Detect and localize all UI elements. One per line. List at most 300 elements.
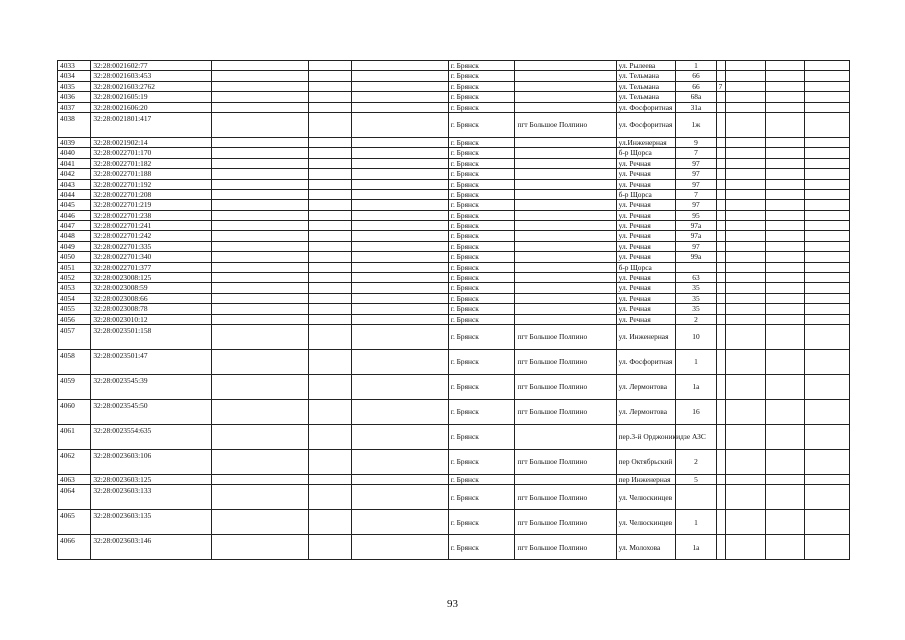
extra-cell	[716, 189, 725, 199]
settlement-cell: пгт Большое Полпино	[515, 510, 616, 535]
empty-cell	[308, 231, 352, 241]
empty-cell	[765, 535, 804, 560]
empty-cell	[308, 374, 352, 399]
city-cell: г. Брянск	[448, 324, 515, 349]
house-number-cell	[676, 262, 716, 272]
empty-cell	[805, 449, 850, 474]
street-cell: ул. Речная	[616, 200, 676, 210]
settlement-cell	[515, 241, 616, 251]
empty-cell	[212, 535, 309, 560]
cadastral-number: 32:28:0022701:242	[91, 231, 212, 241]
empty-cell	[725, 262, 765, 272]
row-number: 4059	[58, 374, 91, 399]
empty-cell	[725, 158, 765, 168]
empty-cell	[725, 510, 765, 535]
row-number: 4064	[58, 485, 91, 510]
empty-cell	[352, 349, 449, 374]
extra-cell	[716, 241, 725, 251]
empty-cell	[352, 221, 449, 231]
empty-cell	[308, 200, 352, 210]
empty-cell	[725, 485, 765, 510]
city-cell: г. Брянск	[448, 210, 515, 220]
empty-cell	[765, 158, 804, 168]
city-cell: г. Брянск	[448, 189, 515, 199]
empty-cell	[352, 169, 449, 179]
empty-cell	[725, 374, 765, 399]
empty-cell	[765, 81, 804, 91]
row-number: 4048	[58, 231, 91, 241]
extra-cell	[716, 92, 725, 102]
house-number-cell: 1а	[676, 374, 716, 399]
table-row	[58, 221, 850, 231]
empty-cell	[352, 399, 449, 424]
city-cell: г. Брянск	[448, 293, 515, 303]
empty-cell	[765, 210, 804, 220]
row-number: 4051	[58, 262, 91, 272]
extra-cell	[716, 374, 725, 399]
empty-cell	[765, 200, 804, 210]
cadastral-number: 32:28:0022701:208	[91, 189, 212, 199]
empty-cell	[725, 474, 765, 484]
cadastral-number: 32:28:0023008:78	[91, 304, 212, 314]
empty-cell	[725, 283, 765, 293]
extra-cell	[716, 262, 725, 272]
house-number-cell: 66	[676, 71, 716, 81]
empty-cell	[352, 189, 449, 199]
empty-cell	[765, 449, 804, 474]
empty-cell	[352, 485, 449, 510]
cadastral-number: 32:28:0023008:59	[91, 283, 212, 293]
street-cell: ул. Речная	[616, 169, 676, 179]
empty-cell	[212, 221, 309, 231]
street-cell: ул. Тельмана	[616, 92, 676, 102]
empty-cell	[765, 112, 804, 137]
city-cell: г. Брянск	[448, 474, 515, 484]
empty-cell	[765, 262, 804, 272]
extra-cell	[716, 252, 725, 262]
settlement-cell: пгт Большое Полпино	[515, 324, 616, 349]
row-number: 4046	[58, 210, 91, 220]
empty-cell	[308, 293, 352, 303]
city-cell: г. Брянск	[448, 449, 515, 474]
house-number-cell: 35	[676, 304, 716, 314]
row-number: 4050	[58, 252, 91, 262]
city-cell: г. Брянск	[448, 252, 515, 262]
street-cell: ул. Челюскинцев	[616, 485, 676, 510]
street-cell: б-р Щорса	[616, 148, 676, 158]
empty-cell	[725, 535, 765, 560]
cadastral-number: 32:28:0021801:417	[91, 112, 212, 137]
settlement-cell	[515, 179, 616, 189]
empty-cell	[725, 449, 765, 474]
table-row	[58, 283, 850, 293]
empty-cell	[805, 399, 850, 424]
cadastral-number: 32:28:0021605:19	[91, 92, 212, 102]
house-number-cell: 1	[676, 61, 716, 71]
empty-cell	[805, 137, 850, 147]
empty-cell	[308, 189, 352, 199]
row-number: 4065	[58, 510, 91, 535]
settlement-cell	[515, 71, 616, 81]
house-number-cell: 1	[676, 510, 716, 535]
extra-cell	[716, 231, 725, 241]
empty-cell	[765, 241, 804, 251]
settlement-cell	[515, 283, 616, 293]
street-cell: ул. Речная	[616, 241, 676, 251]
empty-cell	[308, 314, 352, 324]
cadastral-number: 32:28:0022701:241	[91, 221, 212, 231]
table-row	[58, 169, 850, 179]
city-cell: г. Брянск	[448, 241, 515, 251]
row-number: 4042	[58, 169, 91, 179]
street-cell: ул. Речная	[616, 314, 676, 324]
empty-cell	[308, 71, 352, 81]
street-cell: пер.3-й Орджоникидзе АЗС	[616, 424, 676, 449]
house-number-cell: 97	[676, 200, 716, 210]
city-cell: г. Брянск	[448, 535, 515, 560]
city-cell: г. Брянск	[448, 102, 515, 112]
empty-cell	[805, 241, 850, 251]
empty-cell	[725, 252, 765, 262]
row-number: 4035	[58, 81, 91, 91]
empty-cell	[805, 112, 850, 137]
row-number: 4044	[58, 189, 91, 199]
empty-cell	[308, 137, 352, 147]
row-number: 4054	[58, 293, 91, 303]
table-row	[58, 424, 850, 449]
house-number-cell: 68а	[676, 92, 716, 102]
extra-cell	[716, 273, 725, 283]
row-number: 4037	[58, 102, 91, 112]
extra-cell	[716, 200, 725, 210]
page-number: 93	[447, 598, 458, 610]
settlement-cell	[515, 424, 616, 449]
empty-cell	[212, 189, 309, 199]
empty-cell	[725, 324, 765, 349]
empty-cell	[212, 102, 309, 112]
empty-cell	[212, 81, 309, 91]
empty-cell	[212, 293, 309, 303]
street-cell: ул. Речная	[616, 158, 676, 168]
empty-cell	[352, 304, 449, 314]
city-cell: г. Брянск	[448, 92, 515, 102]
row-number: 4066	[58, 535, 91, 560]
extra-cell	[716, 221, 725, 231]
street-cell: ул. Фосфоритная	[616, 102, 676, 112]
street-cell: ул. Тельмана	[616, 71, 676, 81]
empty-cell	[308, 61, 352, 71]
empty-cell	[308, 210, 352, 220]
empty-cell	[725, 221, 765, 231]
empty-cell	[765, 510, 804, 535]
empty-cell	[352, 474, 449, 484]
empty-cell	[308, 273, 352, 283]
empty-cell	[352, 252, 449, 262]
house-number-cell: 1	[676, 349, 716, 374]
empty-cell	[805, 189, 850, 199]
street-cell: ул. Фосфоритная	[616, 349, 676, 374]
empty-cell	[352, 374, 449, 399]
cadastral-number: 32:28:0022701:170	[91, 148, 212, 158]
row-number: 4053	[58, 283, 91, 293]
empty-cell	[352, 148, 449, 158]
empty-cell	[765, 221, 804, 231]
empty-cell	[765, 179, 804, 189]
city-cell: г. Брянск	[448, 349, 515, 374]
extra-cell	[716, 283, 725, 293]
empty-cell	[212, 304, 309, 314]
row-number: 4058	[58, 349, 91, 374]
house-number-cell: 99а	[676, 252, 716, 262]
empty-cell	[725, 314, 765, 324]
empty-cell	[725, 304, 765, 314]
table-row	[58, 535, 850, 560]
row-number: 4055	[58, 304, 91, 314]
table-row	[58, 112, 850, 137]
empty-cell	[765, 374, 804, 399]
empty-cell	[805, 349, 850, 374]
empty-cell	[805, 158, 850, 168]
cadastral-number: 32:28:0023554:635	[91, 424, 212, 449]
row-number: 4062	[58, 449, 91, 474]
empty-cell	[352, 241, 449, 251]
empty-cell	[308, 102, 352, 112]
table-row	[58, 314, 850, 324]
street-cell: б-р Щорса	[616, 262, 676, 272]
extra-cell	[716, 61, 725, 71]
empty-cell	[805, 169, 850, 179]
house-number-cell: 2	[676, 314, 716, 324]
empty-cell	[308, 252, 352, 262]
extra-cell	[716, 210, 725, 220]
city-cell: г. Брянск	[448, 231, 515, 241]
empty-cell	[308, 81, 352, 91]
house-number-cell: 95	[676, 210, 716, 220]
street-cell: ул. Речная	[616, 231, 676, 241]
empty-cell	[765, 424, 804, 449]
extra-cell	[716, 112, 725, 137]
empty-cell	[212, 262, 309, 272]
empty-cell	[308, 304, 352, 314]
cadastral-number: 32:28:0021606:20	[91, 102, 212, 112]
cadastral-number: 32:28:0022701:340	[91, 252, 212, 262]
extra-cell	[716, 314, 725, 324]
settlement-cell	[515, 148, 616, 158]
empty-cell	[725, 148, 765, 158]
empty-cell	[725, 189, 765, 199]
city-cell: г. Брянск	[448, 510, 515, 535]
extra-cell	[716, 304, 725, 314]
empty-cell	[805, 210, 850, 220]
table-row	[58, 92, 850, 102]
empty-cell	[805, 304, 850, 314]
house-number-cell: 35	[676, 293, 716, 303]
table-row	[58, 349, 850, 374]
city-cell: г. Брянск	[448, 179, 515, 189]
table-row	[58, 399, 850, 424]
empty-cell	[352, 112, 449, 137]
street-cell: ул. Речная	[616, 210, 676, 220]
house-number-cell: 1а	[676, 535, 716, 560]
empty-cell	[725, 424, 765, 449]
settlement-cell	[515, 231, 616, 241]
empty-cell	[805, 374, 850, 399]
settlement-cell	[515, 273, 616, 283]
empty-cell	[212, 200, 309, 210]
empty-cell	[352, 137, 449, 147]
city-cell: г. Брянск	[448, 273, 515, 283]
empty-cell	[765, 189, 804, 199]
empty-cell	[725, 92, 765, 102]
cadastral-number: 32:28:0023545:50	[91, 399, 212, 424]
settlement-cell	[515, 210, 616, 220]
row-number: 4049	[58, 241, 91, 251]
table-row	[58, 293, 850, 303]
empty-cell	[308, 449, 352, 474]
empty-cell	[308, 424, 352, 449]
empty-cell	[352, 324, 449, 349]
empty-cell	[725, 71, 765, 81]
city-cell: г. Брянск	[448, 61, 515, 71]
empty-cell	[212, 137, 309, 147]
settlement-cell	[515, 81, 616, 91]
empty-cell	[765, 485, 804, 510]
settlement-cell: пгт Большое Полпино	[515, 485, 616, 510]
empty-cell	[805, 324, 850, 349]
empty-cell	[352, 273, 449, 283]
settlement-cell	[515, 474, 616, 484]
extra-cell	[716, 349, 725, 374]
house-number-cell: 10	[676, 324, 716, 349]
street-cell: ул. Фосфоритная	[616, 112, 676, 137]
empty-cell	[308, 148, 352, 158]
empty-cell	[212, 374, 309, 399]
empty-cell	[308, 510, 352, 535]
empty-cell	[212, 324, 309, 349]
empty-cell	[212, 314, 309, 324]
table-row	[58, 510, 850, 535]
empty-cell	[725, 273, 765, 283]
cadastral-number: 32:28:0022701:377	[91, 262, 212, 272]
empty-cell	[212, 169, 309, 179]
city-cell: г. Брянск	[448, 374, 515, 399]
cadastral-number: 32:28:0021602:77	[91, 61, 212, 71]
table-row	[58, 148, 850, 158]
empty-cell	[765, 293, 804, 303]
settlement-cell: пгт Большое Полпино	[515, 449, 616, 474]
extra-cell	[716, 449, 725, 474]
house-number-cell: 7	[676, 189, 716, 199]
empty-cell	[212, 210, 309, 220]
empty-cell	[765, 61, 804, 71]
empty-cell	[765, 283, 804, 293]
registry-body	[58, 61, 850, 560]
empty-cell	[805, 252, 850, 262]
table-row	[58, 102, 850, 112]
cadastral-number: 32:28:0021603:2762	[91, 81, 212, 91]
row-number: 4040	[58, 148, 91, 158]
empty-cell	[352, 81, 449, 91]
house-number-cell: 35	[676, 283, 716, 293]
cadastral-number: 32:28:0021603:453	[91, 71, 212, 81]
table-row	[58, 210, 850, 220]
row-number: 4056	[58, 314, 91, 324]
row-number: 4047	[58, 221, 91, 231]
empty-cell	[308, 221, 352, 231]
empty-cell	[308, 485, 352, 510]
extra-cell	[716, 324, 725, 349]
empty-cell	[308, 158, 352, 168]
house-number-cell: 9	[676, 137, 716, 147]
extra-cell	[716, 71, 725, 81]
empty-cell	[765, 169, 804, 179]
empty-cell	[765, 304, 804, 314]
extra-cell	[716, 293, 725, 303]
street-cell: пер Инженерная	[616, 474, 676, 484]
house-number-cell: 63	[676, 273, 716, 283]
empty-cell	[765, 349, 804, 374]
settlement-cell: пгт Большое Полпино	[515, 349, 616, 374]
street-cell: ул. Лермонтова	[616, 399, 676, 424]
city-cell: г. Брянск	[448, 221, 515, 231]
empty-cell	[725, 169, 765, 179]
street-cell: ул. Речная	[616, 293, 676, 303]
empty-cell	[212, 241, 309, 251]
empty-cell	[212, 349, 309, 374]
table-row	[58, 81, 850, 91]
city-cell: г. Брянск	[448, 200, 515, 210]
empty-cell	[805, 148, 850, 158]
city-cell: г. Брянск	[448, 304, 515, 314]
street-cell: ул. Речная	[616, 273, 676, 283]
city-cell: г. Брянск	[448, 262, 515, 272]
empty-cell	[212, 92, 309, 102]
house-number-cell: 97	[676, 158, 716, 168]
street-cell: ул. Тельмана	[616, 81, 676, 91]
empty-cell	[765, 92, 804, 102]
house-number-cell: 97	[676, 241, 716, 251]
cadastral-number: 32:28:0023603:133	[91, 485, 212, 510]
table-row	[58, 200, 850, 210]
empty-cell	[308, 241, 352, 251]
extra-cell	[716, 474, 725, 484]
house-number-cell	[676, 485, 716, 510]
empty-cell	[308, 169, 352, 179]
cadastral-number: 32:28:0022701:219	[91, 200, 212, 210]
extra-cell	[716, 510, 725, 535]
cadastral-number: 32:28:0023545:39	[91, 374, 212, 399]
house-number-cell: 5	[676, 474, 716, 484]
empty-cell	[765, 102, 804, 112]
empty-cell	[765, 252, 804, 262]
row-number: 4061	[58, 424, 91, 449]
settlement-cell	[515, 92, 616, 102]
row-number: 4039	[58, 137, 91, 147]
empty-cell	[765, 474, 804, 484]
table-row	[58, 304, 850, 314]
empty-cell	[308, 283, 352, 293]
empty-cell	[765, 324, 804, 349]
street-cell: ул. Лермонтова	[616, 374, 676, 399]
city-cell: г. Брянск	[448, 137, 515, 147]
street-cell: ул. Речная	[616, 179, 676, 189]
house-number-cell: 97а	[676, 221, 716, 231]
empty-cell	[725, 200, 765, 210]
table-row	[58, 474, 850, 484]
empty-cell	[212, 179, 309, 189]
empty-cell	[212, 231, 309, 241]
cadastral-number: 32:28:0023603:146	[91, 535, 212, 560]
